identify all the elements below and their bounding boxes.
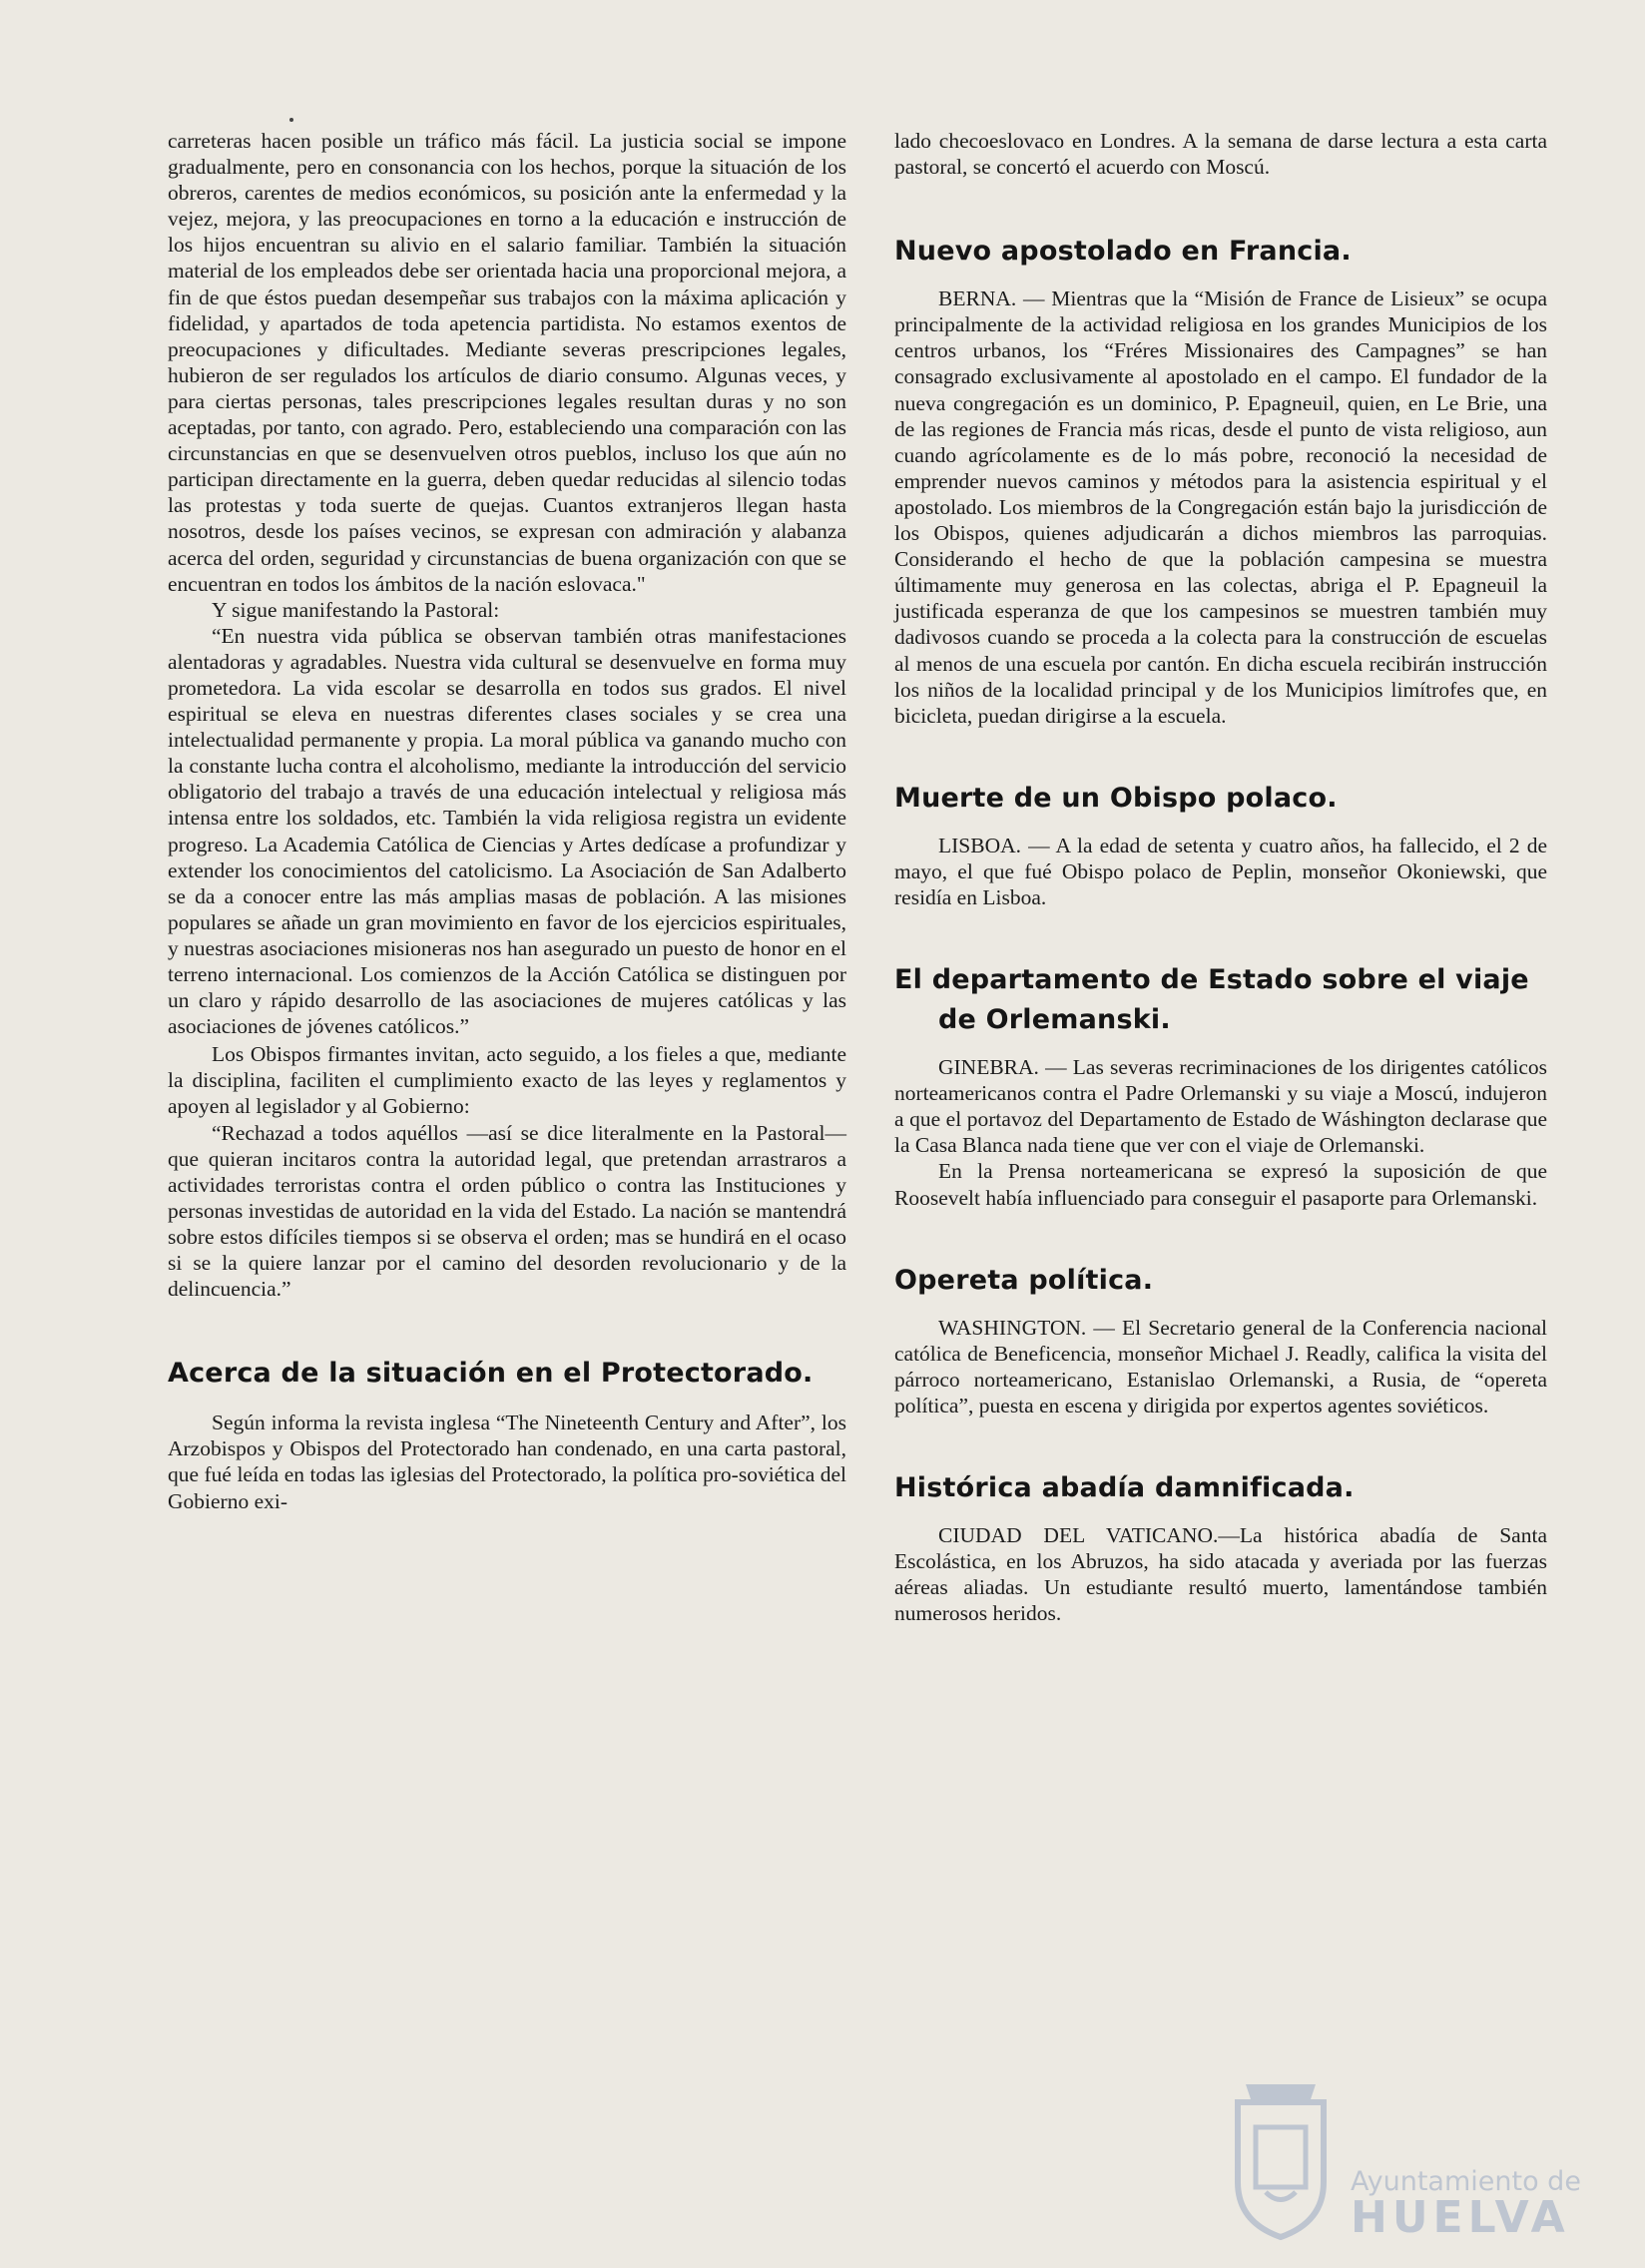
article-paragraph: carreteras hacen posible un tráfico más fácil. La justicia social se impone gradualmente, pero en consonancia con los hechos, porque la situación de los obreros, carentes de medios económicos, su posición ante la enfermedad y la vejez, mejora, y las preocupaciones en torno a la educación e instrucción de los hijos encuentran su alivio en el salario familiar. También la situación material de los empleados debe ser orientada hacia una proporcional mejora, a fin de que éstos puedan desempeñar sus trabajos con la máxima aplicación y fidelidad, y apartados de toda apetencia partidista. No estamos exentos de preocupaciones y dificultades. Mediante severas prescripciones legales, hubieron de ser regulados los artículos de diario consumo. Algunas veces, y para ciertas personas, tales prescripciones legales resultan duras y no son aceptadas, por tanto, con agrado. Pero, estableciendo una comparación con las circunstancias en que se desenvuelven otros pueblos, incluso los que aún no participan directamente en la guerra, deben quedar reducidas al silencio todas las protestas y toda suerte de quejas. Cuantos extranjeros llegan hasta nosotros, desde los países vecinos, se expresan con admiración y alabanza acerca del orden, seguridad y circunstancias de buena organización con que se encuentran en todos los ámbitos de la nación eslovaca." xyxy=(168,129,846,596)
print-speck xyxy=(289,118,293,122)
section-heading: Acerca de la situación en el Protectorado. xyxy=(168,1358,814,1390)
article-paragraph: WASHINGTON. — El Secretario general de la Conferencia nacional católica de Beneficencia, monseñor Michael J. Readly, califica la visita del párroco norteamericano, Estanislao Orlemanski, a Rusia, de “opereta política”, puesta en escena y dirigida por expertos agentes soviéticos. xyxy=(894,1315,1547,1418)
section-heading: El departamento de Estado sobre el viaje xyxy=(894,964,1529,996)
article-paragraph: LISBOA. — A la edad de setenta y cuatro años, ha fallecido, el 2 de mayo, el que fué Obispo polaco de Peplin, monseñor Okoniewski, que residía en Lisboa. xyxy=(894,833,1547,909)
watermark xyxy=(1226,2072,1585,2242)
section-heading: Opereta política. xyxy=(894,1264,1154,1296)
left-column xyxy=(168,128,846,1514)
article-paragraph: Según informa la revista inglesa “The Nineteenth Century and After”, los Arzobispos y Obispos del Protectorado han condenado, en una carta pastoral, que fué leída en todas las iglesias del Protectorado, la política pro-soviética del Gobierno exi- xyxy=(168,1411,846,1513)
watermark-line1: Ayuntamiento de xyxy=(1351,2166,1581,2197)
section-heading-continued: de Orlemanski. xyxy=(938,1004,1171,1036)
watermark-line2: HUELVA xyxy=(1351,2192,1570,2243)
article-paragraph: Los Obispos firmantes invitan, acto seguido, a los fieles a que, mediante la disciplina, faciliten el cumplimiento exacto de las leyes y reglamentos y apoyen al legislador y al Gobierno: xyxy=(168,1042,846,1119)
article-paragraph: Y sigue manifestando la Pastoral: xyxy=(212,597,500,622)
section-heading: Nuevo apostolado en Francia. xyxy=(894,236,1352,268)
section-heading: Histórica abadía damnificada. xyxy=(894,1472,1355,1503)
right-column xyxy=(894,128,1547,1626)
quoted-paragraph: “En nuestra vida pública se observan también otras manifestaciones alentadoras y agradables. Nuestra vida cultural se desenvuelve en forma muy prometedora. La vida escolar se desarrolla en todos sus grados. El nivel espiritual se eleva en nuestras diferentes clases sociales y se crea una intelectualidad permanente y propia. La moral pública va ganando mucho con la constante lucha contra el alcoholismo, mediante la introducción del servicio obligatorio del trabajo a través de una educación intelectual y religiosa más intensa entre los soldados, etc. También la vida religiosa registra un evidente progreso. La Academia Católica de Ciencias y Artes dedícase a profundizar y extender los conocimientos del catolicismo. La Asociación de San Adalberto se da a conocer entre las más amplias masas de población. A las misiones populares se añade un gran movimiento en favor de los ejercicios espirituales, y nuestras asociaciones misioneras nos han asegurado un puesto de honor en el terreno internacional. Los comienzos de la Acción Católica se distinguen por un claro y rápido desarrollo de las asociaciones de mujeres católicas y las asociaciones de jóvenes católicos.” xyxy=(168,623,846,1039)
article-paragraph: BERNA. — Mientras que la “Misión de France de Lisieux” se ocupa principalmente de la actividad religiosa en los grandes Municipios de los centros urbanos, los “Fréres Missionaires des Campagnes” se han consagrado exclusivamente al apostolado en el campo. El fundador de la nueva congregación es un dominico, P. Epagneuil, quien, en Le Brie, una de las regiones de Francia más ricas, desde el punto de vista religioso, aun cuando agrícolamente es de lo más pobre, reconoció la necesidad de emprender nuevos caminos y métodos para la asistencia espiritual y el apostolado. Los miembros de la Congregación están bajo la jurisdicción de los Obispos, quienes adjudicarán a dichos miembros las parroquias. Considerando el hecho de que la población campesina se muestra últimamente muy generosa en las colectas, abriga el P. Epagneuil la justificada esperanza de que los campesinos se muestren también muy dadivosos cuando se proceda a la colecta para la construcción de escuelas al menos de una escuela por cantón. En dicha escuela recibirán instrucción los niños de la localidad principal y de los Municipios limítrofes que, en bicicleta, puedan dirigirse a la escuela. xyxy=(894,286,1547,728)
article-paragraph: CIUDAD DEL VATICANO.—La histórica abadía de Santa Escolástica, en los Abruzos, ha sido atacada y averiada por las fuerzas aéreas aliadas. Un estudiante resultó muerto, lamentándose también numerosos heridos. xyxy=(894,1523,1547,1626)
quoted-paragraph: “Rechazad a todos aquéllos —así se dice literalmente en la Pastoral— que quieran incitaros contra la autoridad legal, que pretendan arrastraros a actividades terroristas contra el orden público o contra las Instituciones y personas investidas de autoridad en la vida del Estado. La nación se mantendrá sobre estos difíciles tiempos si se observa el orden; mas se hundirá en el ocaso si se la quiere lanzar por el camino del desorden revolucionario y de la delincuencia.” xyxy=(168,1120,846,1302)
coat-of-arms-icon xyxy=(1226,2072,1336,2242)
article-paragraph: En la Prensa norteamericana se expresó la suposición de que Roosevelt había influenciado para conseguir el pasaporte para Orlemanski. xyxy=(894,1159,1547,1210)
section-heading: Muerte de un Obispo polaco. xyxy=(894,782,1338,814)
article-paragraph: GINEBRA. — Las severas recriminaciones de los dirigentes católicos norteamericanos contra el Padre Orlemanski y su viaje a Moscú, indujeron a que el portavoz del Departamento de Estado de Wáshington declarase que la Casa Blanca nada tiene que ver con el viaje de Orlemanski. xyxy=(894,1055,1547,1158)
article-paragraph: lado checoeslovaco en Londres. A la semana de darse lectura a esta carta pastoral, se concertó el acuerdo con Moscú. xyxy=(894,129,1547,180)
